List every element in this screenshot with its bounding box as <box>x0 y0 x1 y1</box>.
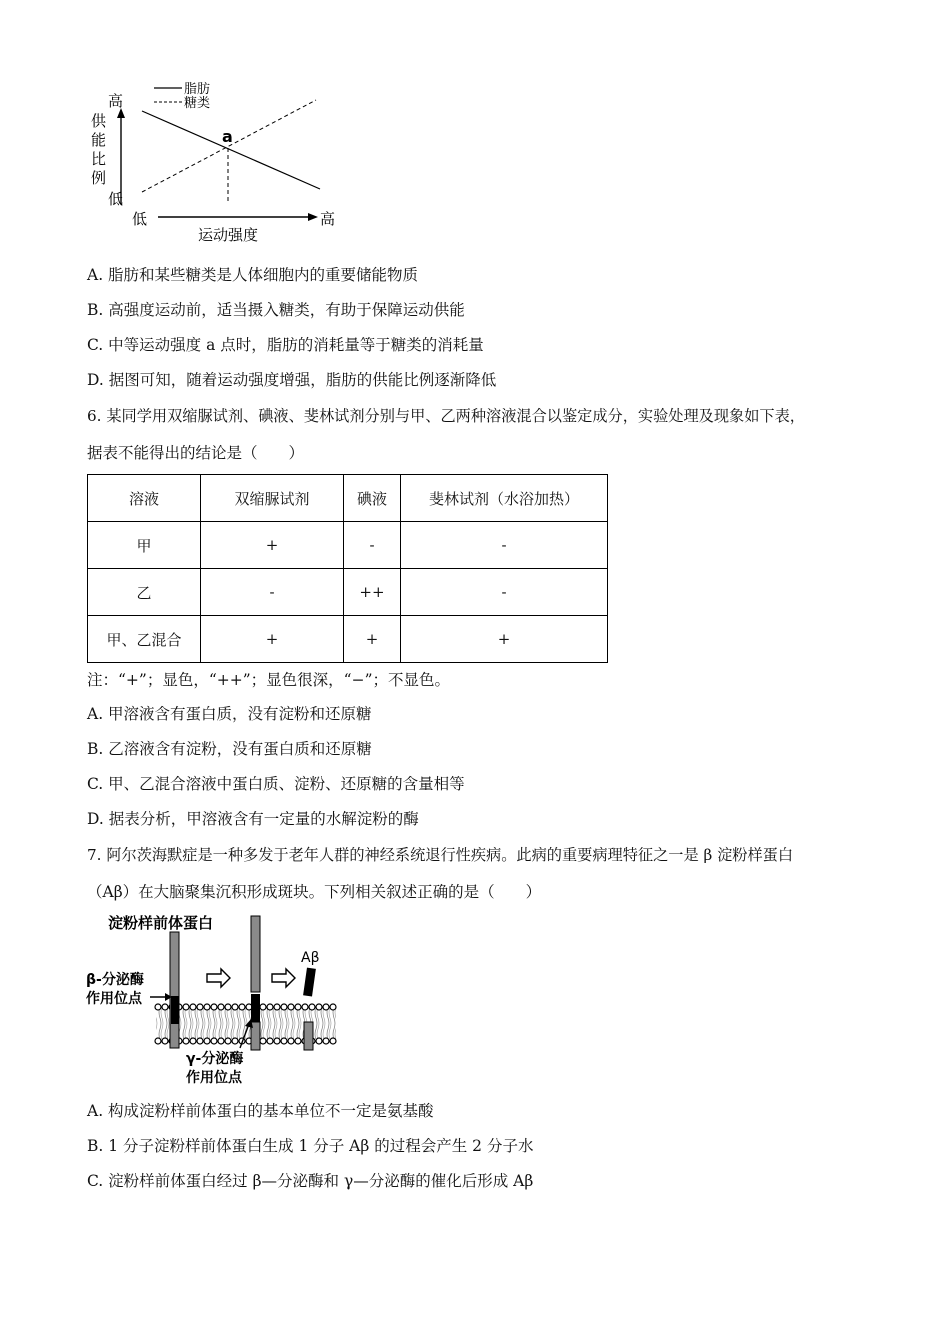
fat-line <box>142 111 320 189</box>
table-cell: + <box>201 522 344 569</box>
table-cell: ++ <box>344 569 401 616</box>
q6-table-note: 注：“+”；显色，“++”；显色很深，“−”；不显色。 <box>87 671 450 689</box>
table-cell: - <box>201 569 344 616</box>
process-arrow-2 <box>272 969 295 987</box>
table-row <box>88 522 608 569</box>
lipid-head <box>281 1004 287 1010</box>
lipid-head <box>197 1038 203 1044</box>
lipid-head <box>183 1004 189 1010</box>
remaining-membrane-fragment <box>304 1022 313 1050</box>
table-cell: + <box>201 616 344 663</box>
lipid-head <box>218 1038 224 1044</box>
q7-option-b: B. 1 分子淀粉样前体蛋白生成 1 分子 Aβ 的过程会产生 2 分子水 <box>87 1137 534 1155</box>
table-cell: - <box>401 569 608 616</box>
lipid-head <box>183 1038 189 1044</box>
lipid-head <box>295 1004 301 1010</box>
abeta-label: Aβ <box>301 950 320 966</box>
lipid-head <box>330 1038 336 1044</box>
q6-stem-line1: 6. 某同学用双缩脲试剂、碘液、斐林试剂分别与甲、乙两种溶液混合以鉴定成分，实验处理及现象如下表， <box>87 407 805 425</box>
q6-option-c: C. 甲、乙混合溶液中蛋白质、淀粉、还原糖的含量相等 <box>87 775 465 793</box>
q5-option-d: D. 据图可知，随着运动强度增强，脂肪的供能比例逐渐降低 <box>87 371 497 389</box>
lipid-head <box>211 1004 217 1010</box>
lipid-head <box>155 1004 161 1010</box>
lipid-head <box>232 1038 238 1044</box>
q7-option-c: C. 淀粉样前体蛋白经过 β—分泌酶和 γ—分泌酶的催化后形成 Aβ <box>87 1172 534 1190</box>
lipid-head <box>239 1004 245 1010</box>
x-axis-label: 运动强度 <box>198 226 259 244</box>
beta-site-label-2: 作用位点 <box>86 991 142 1007</box>
table-row <box>88 569 608 616</box>
lipid-head <box>330 1004 336 1010</box>
table-header-cell: 双缩脲试剂 <box>201 475 344 522</box>
table-header-cell: 碘液 <box>344 475 401 522</box>
beta-site-label-1: β-分泌酶 <box>86 972 144 988</box>
table-cell: - <box>401 522 608 569</box>
lipid-head <box>309 1004 315 1010</box>
reagent-table <box>87 474 608 663</box>
lipid-head <box>323 1038 329 1044</box>
lipid-head <box>288 1038 294 1044</box>
point-a-label: a <box>222 127 233 146</box>
y-label-1: 供 <box>91 112 107 130</box>
lipid-head <box>190 1004 196 1010</box>
lipid-head <box>295 1038 301 1044</box>
lipid-head <box>162 1038 168 1044</box>
lipid-head <box>162 1004 168 1010</box>
lipid-head <box>323 1004 329 1010</box>
y-label-3: 比 <box>91 150 107 168</box>
lipid-head <box>211 1038 217 1044</box>
q6-option-d: D. 据表分析，甲溶液含有一定量的水解淀粉的酶 <box>87 810 419 828</box>
gamma-site-label-1: γ-分泌酶 <box>186 1051 244 1067</box>
q5-option-c: C. 中等运动强度 a 点时，脂肪的消耗量等于糖类的消耗量 <box>87 336 484 354</box>
lipid-head <box>155 1038 161 1044</box>
lipid-head <box>225 1004 231 1010</box>
gamma-site-label-2: 作用位点 <box>186 1070 242 1086</box>
q7-option-a: A. 构成淀粉样前体蛋白的基本单位不一定是氨基酸 <box>87 1102 434 1120</box>
lipid-head <box>267 1004 273 1010</box>
legend-fat-label: 脂肪 <box>184 82 211 97</box>
y-label-2: 能 <box>91 131 107 149</box>
lipid-head <box>267 1038 273 1044</box>
lipid-head <box>260 1004 266 1010</box>
lipid-head <box>225 1038 231 1044</box>
lipid-head <box>232 1004 238 1010</box>
q7-stem-line2: （Aβ）在大脑聚集沉积形成斑块。下列相关叙述正确的是（ ） <box>87 883 542 901</box>
lipid-head <box>190 1038 196 1044</box>
table-cell: + <box>344 616 401 663</box>
lipid-head <box>218 1004 224 1010</box>
table-cell: + <box>401 616 608 663</box>
lipid-head <box>260 1038 266 1044</box>
lipid-head <box>204 1038 210 1044</box>
q7-stem-line1: 7. 阿尔茨海默症是一种多发于老年人群的神经系统退行性疾病。此病的重要病理特征之一是 β 淀粉样蛋白 <box>87 846 794 864</box>
lipid-head <box>288 1004 294 1010</box>
q6-option-b: B. 乙溶液含有淀粉，没有蛋白质和还原糖 <box>87 740 372 758</box>
lipid-head <box>274 1004 280 1010</box>
process-arrow-1 <box>207 969 230 987</box>
table-cell: 甲 <box>88 522 201 569</box>
energy-supply-chart <box>86 78 356 248</box>
table-header-row <box>88 475 608 522</box>
table-header-cell: 溶液 <box>88 475 201 522</box>
lipid-head <box>281 1038 287 1044</box>
app-abeta-segment <box>171 996 179 1024</box>
y-low-label: 低 <box>108 190 124 208</box>
lipid-head <box>197 1004 203 1010</box>
lipid-head <box>316 1038 322 1044</box>
q5-option-a: A. 脂肪和某些糖类是人体细胞内的重要储能物质 <box>87 266 419 284</box>
legend-sugar-label: 糖类 <box>184 96 211 111</box>
q5-option-b: B. 高强度运动前，适当摄入糖类，有助于保障运动供能 <box>87 301 465 319</box>
sugar-line <box>142 100 316 192</box>
app-full-protein <box>170 932 179 1048</box>
app-title-label: 淀粉样前体蛋白 <box>108 914 214 932</box>
lipid-head <box>204 1004 210 1010</box>
table-cell: 甲、乙混合 <box>88 616 201 663</box>
x-axis-arrow <box>308 213 318 221</box>
table-cell: 乙 <box>88 569 201 616</box>
x-low-label: 低 <box>132 210 148 228</box>
lipid-head <box>316 1004 322 1010</box>
q6-stem-line2: 据表不能得出的结论是（ ） <box>87 444 305 462</box>
lipid-head <box>302 1004 308 1010</box>
q6-option-a: A. 甲溶液含有蛋白质，没有淀粉和还原糖 <box>87 705 372 723</box>
lipid-head <box>274 1038 280 1044</box>
table-header-cell: 斐林试剂（水浴加热） <box>401 475 608 522</box>
y-high-label: 高 <box>108 92 124 110</box>
table-cell: - <box>344 522 401 569</box>
x-high-label: 高 <box>320 210 336 228</box>
membrane-bound-fragment-dark <box>251 994 260 1022</box>
amyloid-cleavage-diagram <box>86 908 356 1088</box>
table-row <box>88 616 608 663</box>
cleaved-extracellular-fragment <box>251 916 260 992</box>
abeta-fragment <box>303 968 316 997</box>
y-label-4: 例 <box>91 169 107 187</box>
